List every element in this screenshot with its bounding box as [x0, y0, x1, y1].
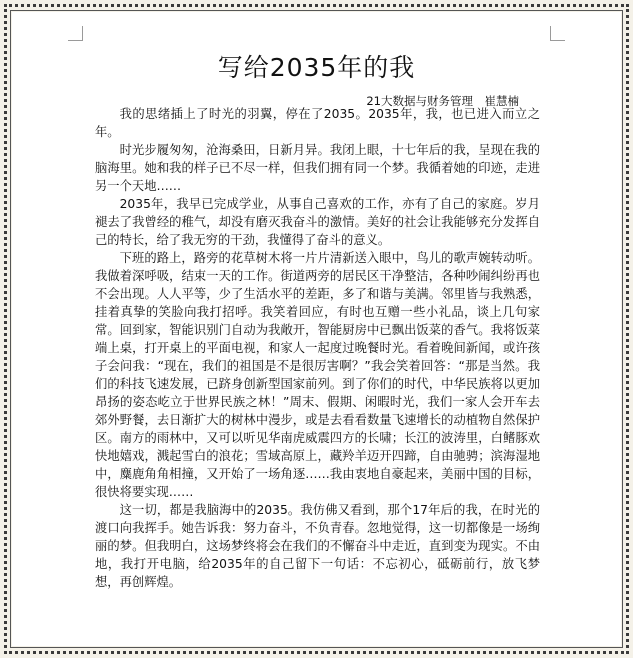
margin-corner-mark — [68, 26, 83, 41]
author-line: 21大数据与财务管理 崔慧楠 — [366, 94, 519, 108]
paragraph: 下班的路上，路旁的花草树木将一片片清新送入眼中，鸟儿的歌声婉转动听。我做着深呼吸，结束一天的工作。街道两旁的居民区干净整洁，各种吵闹纠纷再也不会出现。人人平等，少了生活水平的差距，多了和谐与美满。邻里皆与我熟悉，挂着真挚的笑脸向我打招呼。我笑着回应，有时也互赠一些小礼品，谈上几句家常。回到家，智能识别门自动为我敞开，智能厨房中已飘出饭菜的香气。我将饭菜端上桌，打开桌上的平面电视，和家人一起度过晚餐时光。看着晚间新闻，或许孩子会问我：“现在，我们的祖国是不是很厉害啊？”我会笑着回答：“那是当然。我们的科技飞速发展，已跻身创新型国家前列。到了你们的时代，中华民族将以更加昂扬的姿态屹立于世界民族之林！”周末、假期、闲暇时光，我们一家人会开车去郊外野餐，去日渐扩大的树林中漫步，或是去看看数量飞速增长的动植物自然保护区。南方的雨林中，又可以听见华南虎威震四方的长啸；长江的波涛里，白鳍豚欢快地嬉戏，溅起雪白的浪花；雪域高原上，藏羚羊迈开四蹄，自由驰骋；滨海湿地中，麋鹿角角相撞，又开始了一场角逐……我由衷地自豪起来，美丽中国的目标，很快将要实现…… — [95, 251, 540, 499]
page-title: 写给2035年的我 — [217, 53, 416, 82]
margin-corner-mark — [550, 26, 565, 41]
essay-body — [95, 105, 540, 591]
paragraph: 时光步履匆匆，沧海桑田，日新月异。我闭上眼，十七年后的我，呈现在我的脑海里。她和我的样子已不尽一样，但我们拥有同一个梦。我循着她的印迹，走进另一个天地…… — [95, 143, 540, 193]
paragraph: 我的思绪插上了时光的羽翼，停在了2035。2035年，我，也已进入而立之年。 — [95, 107, 540, 139]
paragraph: 2035年，我早已完成学业，从事自己喜欢的工作，亦有了自己的家庭。岁月褪去了我曾经的稚气，却没有磨灭我奋斗的激情。美好的社会让我能够充分发挥自己的特长，给了我无穷的干劲，我懂得了奋斗的意义。 — [95, 197, 540, 247]
paragraph: 这一切，都是我脑海中的2035。我仿佛又看到，那个17年后的我，在时光的渡口向我挥手。她告诉我：努力奋斗，不负青春。忽地觉得，这一切都像是一场绚丽的梦。但我明白，这场梦终将会在我们的不懈奋斗中走近，直到变为现实。不由地，我打开电脑，给2035年的自己留下一句话：不忘初心，砥砺前行，放飞梦想，再创辉煌。 — [95, 503, 540, 589]
